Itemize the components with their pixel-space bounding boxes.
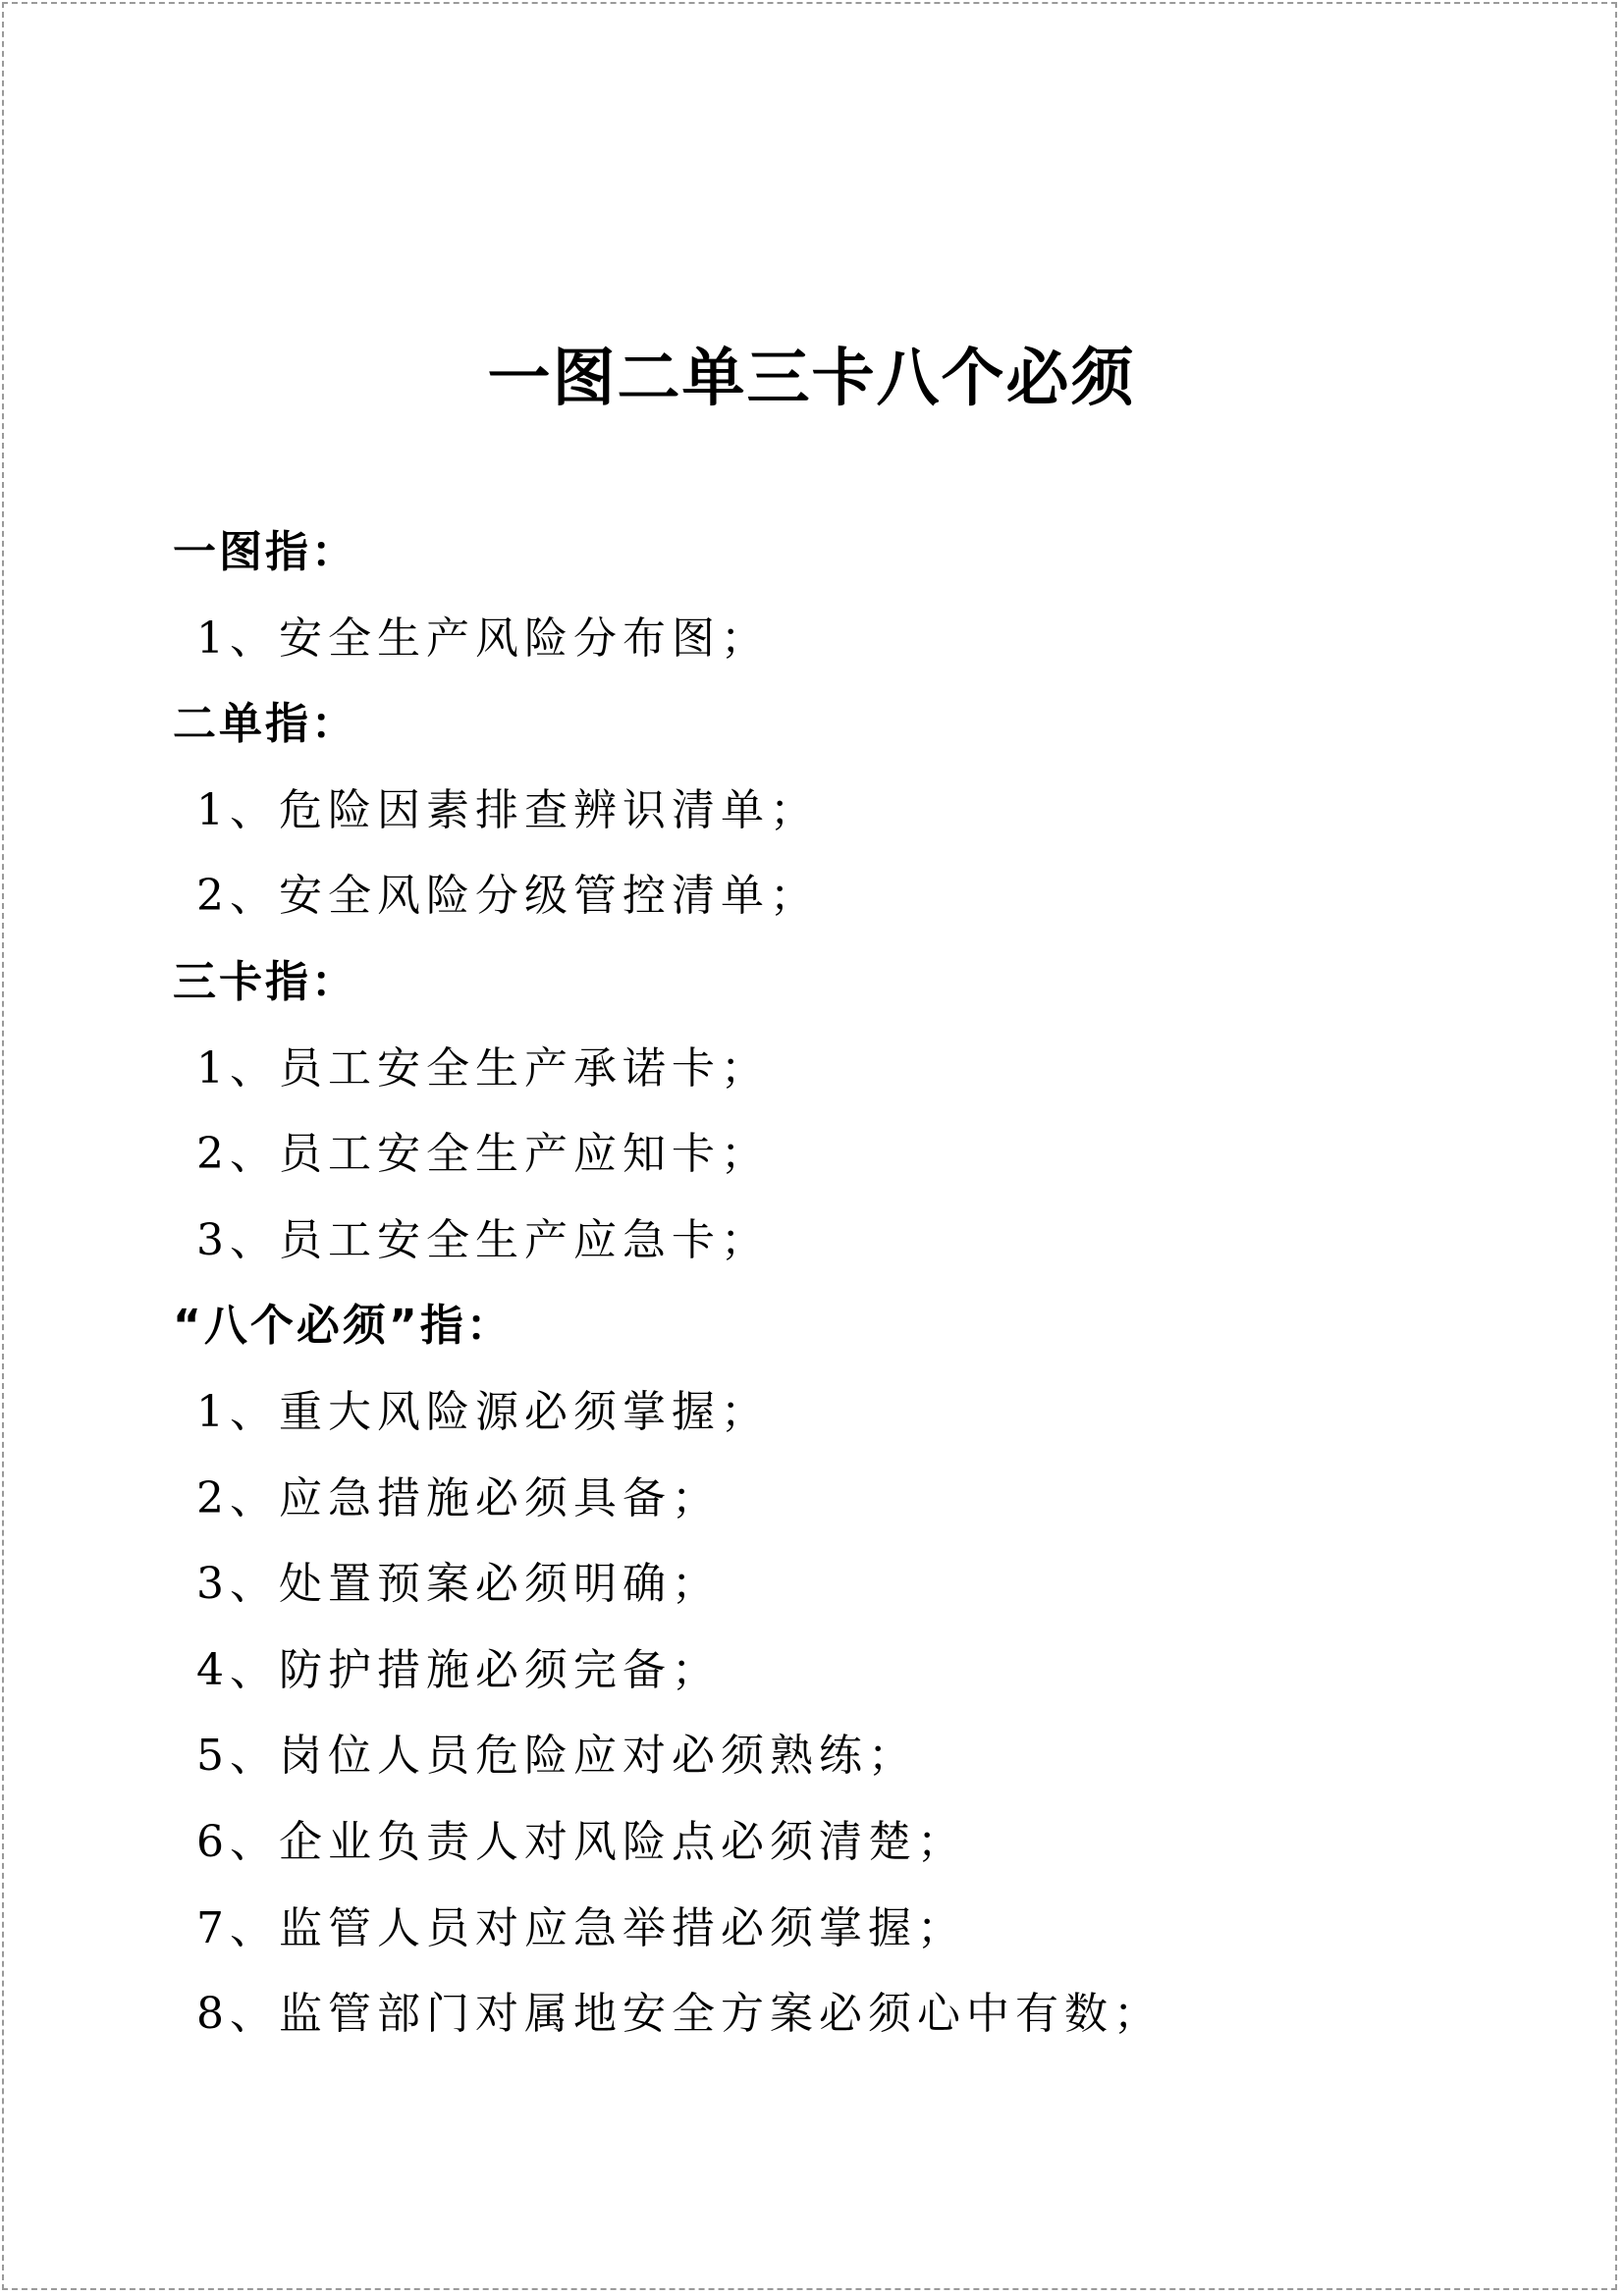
section-heading-two-lists: 二单指： [173, 699, 357, 750]
list-item: 6、企业负责人对风险点必须清楚； [196, 1816, 966, 1867]
section-heading-eight-musts: “八个必须”指： [173, 1301, 513, 1352]
list-item: 1、危险因素排查辨识清单； [196, 784, 819, 835]
document-body [173, 521, 1547, 2069]
list-item: 1、安全生产风险分布图； [196, 613, 770, 664]
page-title: 一图二单三卡八个必须 [487, 343, 1136, 415]
list-item: 1、重大风险源必须掌握； [196, 1386, 770, 1437]
section-heading-three-cards: 三卡指： [173, 956, 357, 1007]
list-item: 2、员工安全生产应知卡； [196, 1129, 770, 1180]
list-item: 5、岗位人员危险应对必须熟练； [196, 1731, 917, 1782]
list-item: 2、安全风险分级管控清单； [196, 871, 819, 922]
list-item: 2、应急措施必须具备； [196, 1472, 721, 1523]
section-heading-one-map: 一图指： [173, 527, 357, 577]
list-item: 4、防护措施必须完备； [196, 1644, 721, 1695]
list-item: 7、监管人员对应急举措必须掌握； [196, 1902, 966, 1953]
list-item: 3、处置预案必须明确； [196, 1559, 721, 1610]
list-item: 8、监管部门对属地安全方案必须心中有数； [196, 1989, 1163, 2040]
list-item: 1、员工安全生产承诺卡； [196, 1042, 770, 1094]
list-item: 3、员工安全生产应急卡； [196, 1214, 770, 1265]
